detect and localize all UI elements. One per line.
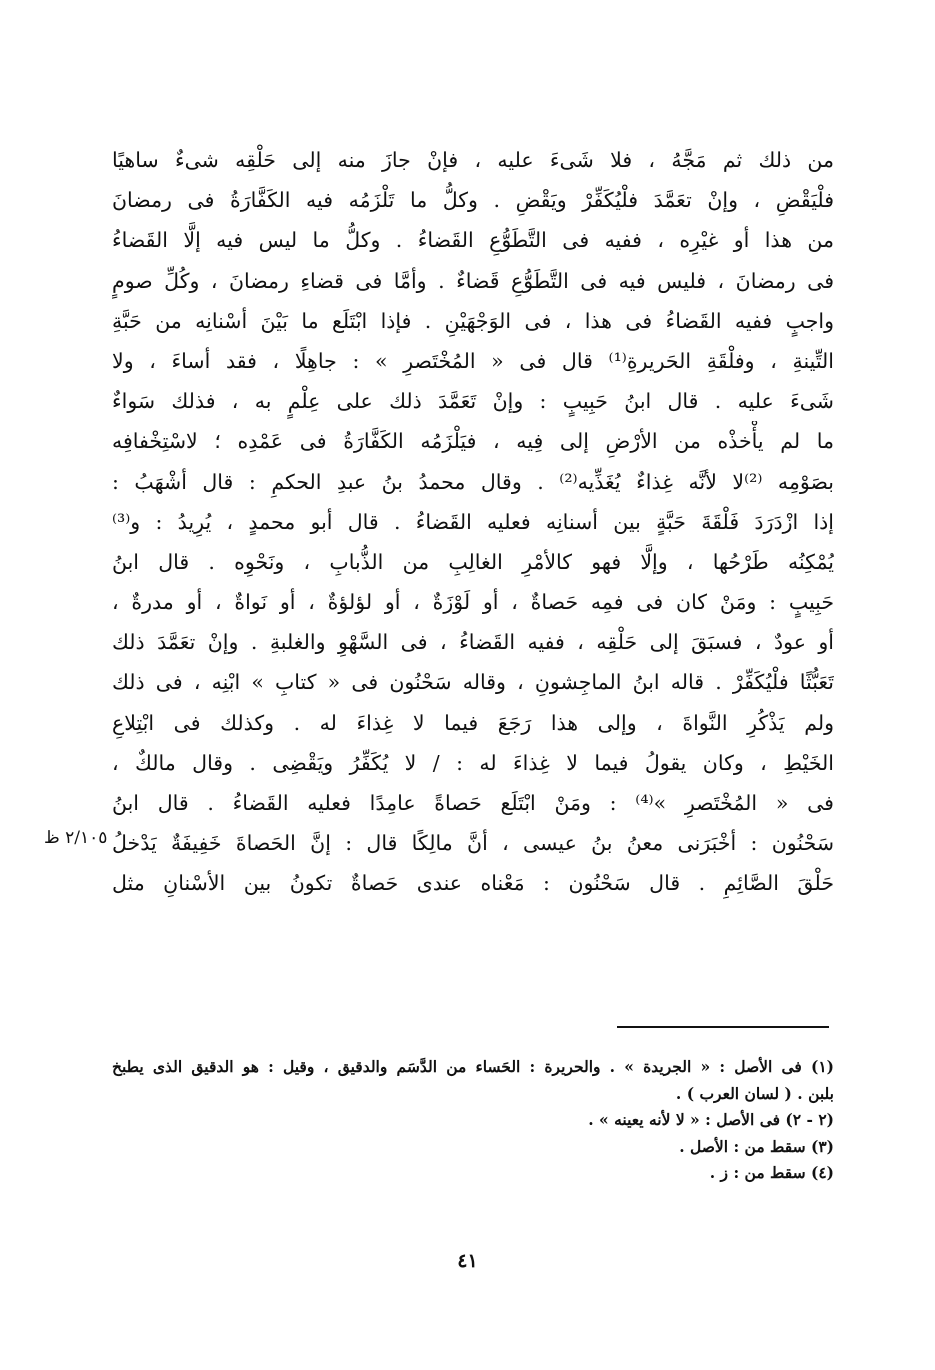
footnotes-block <box>112 1054 834 1187</box>
footnote-line: (٣) سقط من : الأصل . <box>679 1136 834 1156</box>
footnote-line: (٤) سقط من : ز . <box>709 1163 834 1182</box>
text-line: واجبٍ ففيه القَضاءُ فى هذا ، فى الوَجْهَيْنِ . فإذا ابْتَلَع ما بَيْنَ أسْنانِه من حَبَّةِ <box>112 308 834 333</box>
manuscript-folio-marker: ٢/١٠٥ ظ <box>44 828 108 848</box>
text-line: إذا ازْدَرَدَ فَلْقَةَ حَبَّةٍ بين أسنانِه فعليه القَضاءُ . قال أبو محمدٍ ، يُرِيدُ : و⁽³⁾ <box>112 509 834 534</box>
text-line: فلْيَقْضِ ، وإنْ تعَمَّدَ فلْيُكَفِّرْ ويَقْضِ . وكلُّ ما تَلْزَمُه فيه الكَفَّارَةُ فى رمضانَ <box>112 188 834 213</box>
text-line: الخَيْطِ ، وكان يقولُ فيما لا غِذاءَ له : / لا يُكَفِّرُ ويَقْضِى . وقال مالكٌ ، <box>112 750 834 775</box>
text-line: سَحْنُون : أخْبَرَنى معنُ بنُ عيسى ، أنَّ مالِكًا قال : إنَّ الحَصاةَ خَفِيفَةٌ يَدْخلُ <box>112 831 834 856</box>
text-line: بصَوْمِه ⁽²⁾لا لأنَّه غِذاءٌ يُغَذِّيه⁽²⁾ . وقال محمدُ بنُ عبدِ الحكمِ : قال أشْهَبُ : <box>112 469 834 494</box>
page-number: ٤١ <box>457 1250 478 1272</box>
text-line: حَلْقَ الصَّائِمِ . قال سَحْنُون : مَعْناه عندى حَصاةٌ تكونُ بين الأسْنانِ مثل <box>112 871 834 896</box>
footnote-line: (٢ - ٢) فى الأصل : « لا لأنه يعينه » . <box>588 1110 834 1129</box>
footnote-divider <box>617 1026 829 1028</box>
main-text-block <box>112 140 834 904</box>
text-line: حَبِيبٍ : ومَنْ كان فى فمِه حَصاةٌ ، أو لَوْزَةٌ ، أو لؤلؤةٌ ، أو نَواةٌ ، أو مدرةٌ ، <box>112 590 834 615</box>
text-line: من هذا أو غيْرِه ، ففيه فى التَّطَوُّعِ القَضاءُ . وكلُّ ما ليس فيه إلَّا القَضاءُ <box>112 228 834 253</box>
text-line: التِّينةِ ، وفلْقَةِ الحَريرةِ⁽¹⁾ قال فى « المُخْتَصرِ » : جاهِلًا ، فقد أساءَ ، ولا <box>112 348 834 373</box>
text-line: ولم يَذْكُرِ النَّواةَ ، وإلى هذا رَجَعَ فيما لا غِذاءَ له . وكذلك فى ابْتِلاعِ <box>112 710 834 735</box>
footnote-line: بلبن . ( لسان العرب ) . <box>675 1083 834 1103</box>
text-line: أو عودٌ ، فسبَقَ إلى حَلْقِه ، ففيه القَضاءُ ، فى السَّهْوِ والغلبةِ . وإنْ تعَمَّدَ ذلك <box>112 630 834 655</box>
text-line: شَىءَ عليه . قال ابنُ حَبِيبٍ : وإنْ تَعَمَّدَ ذلك على عِلْمٍ به ، فذلك سَواءٌ <box>112 389 834 414</box>
text-line: من ذلك ثم مَجَّهُ ، فلا شَىءَ عليه ، فإنْ جازَ منه إلى حَلْقِه شىءٌ ساهيًا <box>112 148 834 172</box>
text-line: تَعَبُّثًا فلْيُكَفِّرْ . قاله ابنُ الماجِشونِ ، وقاله سَحْنُون فى « كتابِ » ابْنِه ، فى ذلك <box>112 670 834 695</box>
text-line: فى رمضانَ ، فليس فيه فى التَّطَوُّعِ قَضاءٌ . وأمَّا فى قضاءِ رمضانَ ، وكُلِّ صومٍ <box>112 268 834 293</box>
footnote-line: (١) فى الأصل : « الجريدة » . والحريرة : الحَساء من الدَّسَم والدقيق ، وقيل : هو الدقيق الذى يطبخ <box>112 1057 834 1076</box>
text-line: فى « المُخْتَصرِ »⁽⁴⁾ : ومَنْ ابْتَلَع حَصاةً عامِدًا فعليه القَضاءُ . قال ابنُ <box>112 791 834 815</box>
text-line: ما لم يأْخذْه من الأرْضِ إلى فِيه ، فيَلْزَمُه الكَفَّارَةُ فى عَمْدِه ؛ لاسْتِخْفافِه <box>112 429 834 454</box>
text-line: يُمْكِنُه طَرْحُها ، وإلَّا فهو كالأمْرِ الغالِبِ من الذُّبابِ ، ونَحْوِه . قال ابنُ <box>112 549 834 574</box>
